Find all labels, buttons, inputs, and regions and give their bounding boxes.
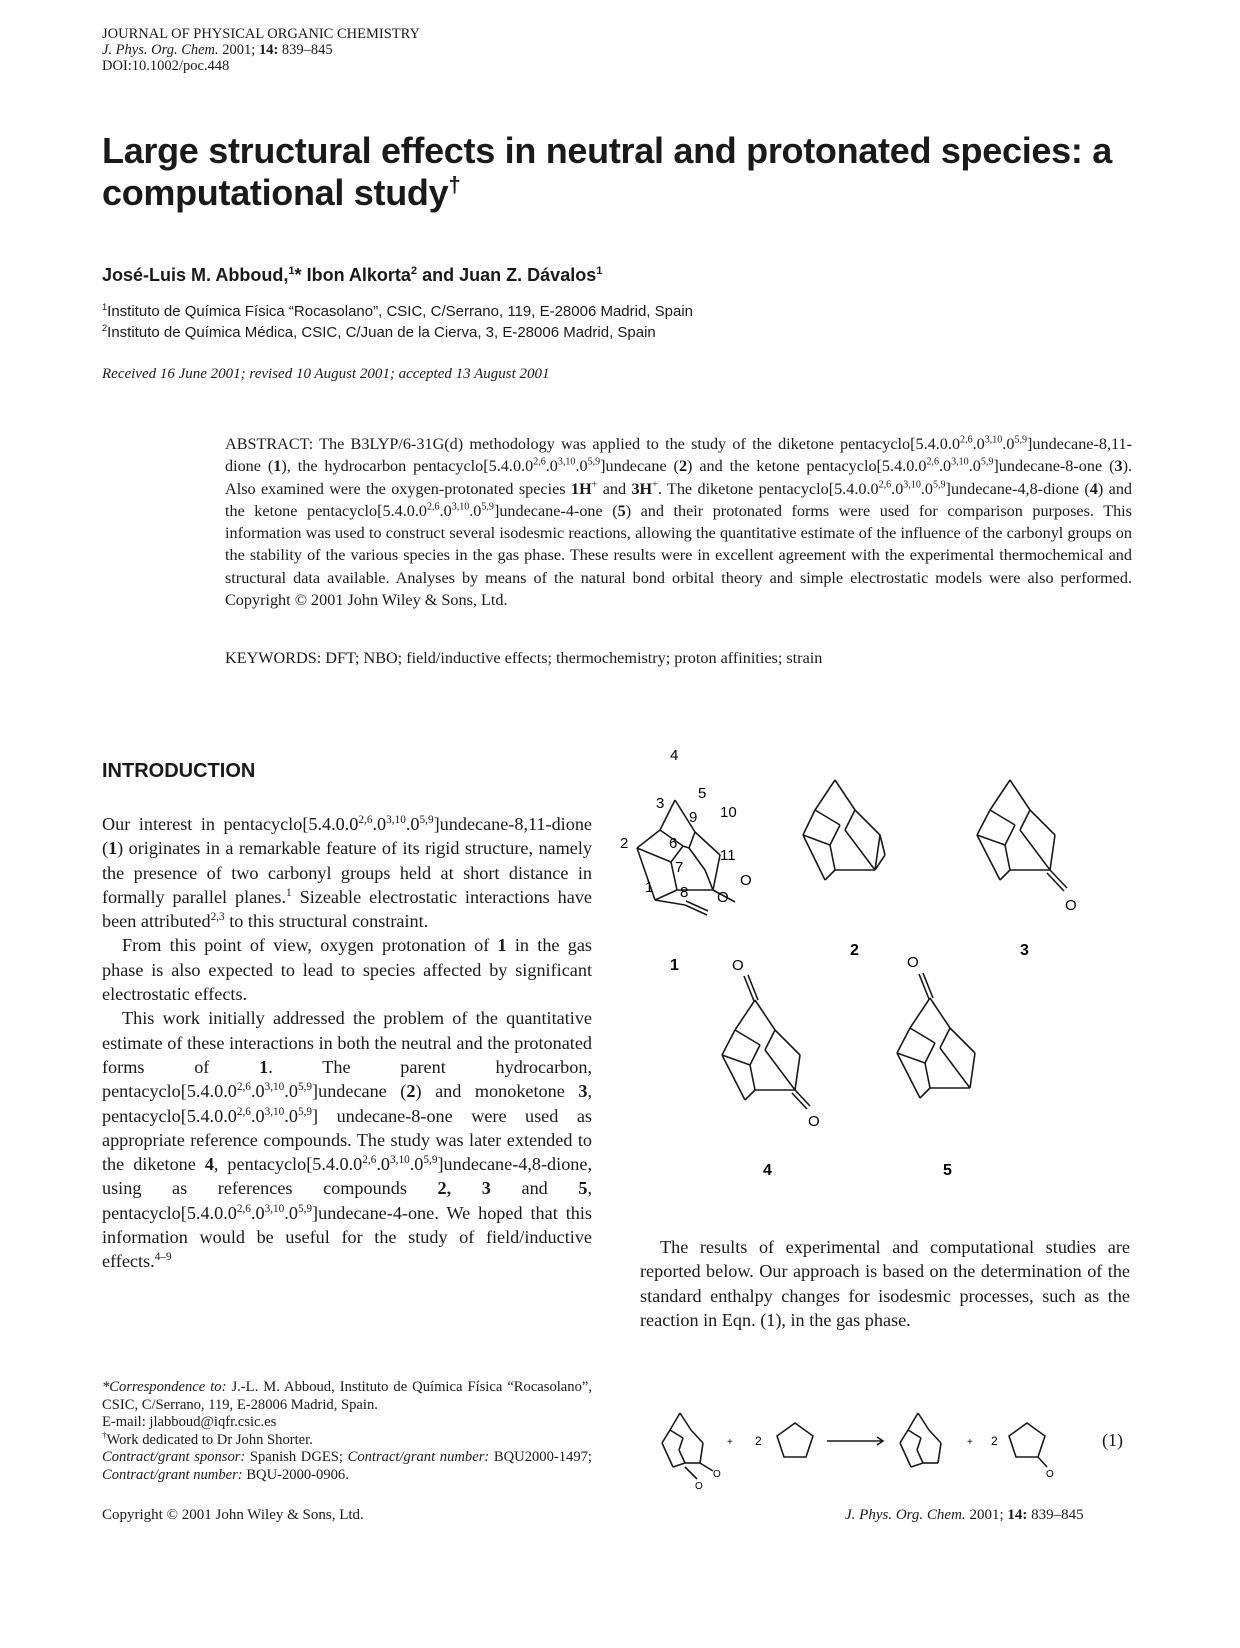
intro-paragraph-2: From this point of view, oxygen protonation of 1 in the gas phase is also expected to lead to species affected by significant electrostatic effects.	[102, 935, 592, 1005]
oxygen-label-5: O	[907, 954, 919, 971]
atom-label-5: 5	[698, 785, 707, 802]
intro-paragraph-3: This work initially addressed the problem of the quantitative estimate of these interactions in both the neutral and the protonated forms of 1. The parent hydrocarbon, pentacyclo[5.4.0.0$^{2,6}$.0$^{3,10}$.0$^{5,9}$]undecane (2) and monoketone 3, pentacyclo[5.4.0.0$^{2,6}$.0$^{3,10}$.0$^{5,9}$] undecane-8-one were used as appropriate reference compounds. The study was later extended to the diketone 4, pentacyclo[5.4.0.0$^{2,6}$.0$^{3,10}$.0$^{5,9}$]undecane-4,8-dione, using as references compounds 2, 3 and 5, pentacyclo[5.4.0.0$^{2,6}$.0$^{3,10}$.0$^{5,9}$]undecane-4-one. We hoped that this information would be useful for the study of field/inductive effects.$^{4-9}$	[102, 1008, 592, 1272]
product-hydrocarbon	[900, 1413, 941, 1467]
journal-name: JOURNAL OF PHYSICAL ORGANIC CHEMISTRY	[102, 26, 420, 42]
oxygen-label-4b: O	[808, 1113, 820, 1130]
oxygen-label-1b: O	[717, 889, 729, 906]
equation-number: (1)	[1102, 1430, 1123, 1450]
oxygen-label-3: O	[1065, 897, 1077, 914]
atom-label-2: 2	[620, 835, 629, 852]
compound-structures-figure	[620, 747, 1135, 1180]
eqn-plus-2: +	[967, 1437, 973, 1448]
compound-label-4: 4	[763, 1162, 772, 1179]
correspondence-note: *Correspondence to: J.-L. M. Abboud, Instituto de Química Física “Rocasolano”, CSIC, C/Serrano, 119, E-28006 Madrid, Spain.	[102, 1379, 593, 1413]
eqn-plus-1: +	[727, 1437, 733, 1448]
footnotes	[102, 1379, 592, 1484]
section-heading-introduction: INTRODUCTION	[102, 760, 256, 782]
cyclopentanone-ring	[1009, 1423, 1045, 1457]
oxygen-label-1a: O	[740, 872, 752, 889]
email-note: E-mail: jlabboud@iqfr.csic.es	[102, 1414, 277, 1430]
compound-label-1: 1	[670, 957, 679, 974]
grant-note: Contract/grant sponsor: Spanish DGES; Contract/grant number: BQU2000-1497; Contract/grant number: BQU-2000-0906.	[102, 1449, 592, 1483]
eqn-oxygen-3: O	[1046, 1469, 1054, 1480]
eqn-oxygen-1: O	[713, 1469, 721, 1480]
atom-label-3: 3	[656, 795, 665, 812]
eqn-oxygen-2: O	[695, 1481, 703, 1492]
structure-compound-4	[722, 975, 810, 1109]
reaction-scheme-eqn-1	[655, 1405, 1095, 1490]
structure-compound-2	[803, 780, 885, 880]
journal-citation: J. Phys. Org. Chem. 2001; 14: 839–845	[102, 42, 333, 58]
abstract: ABSTRACT: The B3LYP/6-31G(d) methodology was applied to the study of the diketone pentacyclo[5.4.0.0$^{2,6}$.0$^{3,10}$.0$^{5,9}$]undecane-8,11-dione (1), the hydrocarbon pentacyclo[5.4.0.0$^{2,6}$.0$^{3,10}$.0$^{5,9}$]undecane (2) and the ketone pentacyclo[5.4.0.0$^{2,6}$.0$^{3,10}$.0$^{5,9}$]undecane-8-one (3). Also examined were the oxygen-protonated species 1H+ and 3H+. The diketone pentacyclo[5.4.0.0$^{2,6}$.0$^{3,10}$.0$^{5,9}$]undecane-4,8-dione (4) and the ketone pentacyclo[5.4.0.0$^{2,6}$.0$^{3,10}$.0$^{5,9}$]undecane-4-one (5) and their protonated forms were used for comparison purposes. This information was used to construct several isodesmic reactions, allowing the quantitative estimate of the influence of the carbonyl groups on the stability of the various species in the gas phase. These results were in excellent agreement with the experimental thermochemical and structural data available. Analyses by means of the natural bond orbital theory and simple electrostatic models were also performed. Copyright © 2001 John Wiley & Sons, Ltd.	[225, 434, 1133, 610]
atom-label-1: 1	[645, 879, 654, 896]
eqn-coefficient-2: 2	[991, 1434, 998, 1448]
atom-label-7: 7	[675, 859, 684, 876]
compound-label-3: 3	[1020, 942, 1029, 959]
cyclopentanone-carbonyl	[1038, 1457, 1047, 1467]
doi: DOI:10.1002/poc.448	[102, 58, 230, 74]
intro-paragraph-1: Our interest in pentacyclo[5.4.0.0$^{2,6}$.0$^{3,10}$.0$^{5,9}$]undecane-8,11-dione (1) originates in a remarkable feature of its rigid structure, namely the presence of two carbonyl groups held at short distance in formally parallel planes.$^1$ Sizeable electrostatic interactions have been attributed$^{2,3}$ to this structural constraint.	[102, 813, 592, 932]
atom-label-4: 4	[670, 747, 679, 764]
atom-label-10: 10	[720, 804, 737, 821]
structure-compound-3	[977, 780, 1067, 891]
affiliations	[102, 301, 693, 343]
atom-label-8: 8	[680, 884, 689, 901]
dedication-note: †Work dedicated to Dr John Shorter.	[102, 1429, 313, 1448]
structure-compound-5	[897, 973, 975, 1098]
received-dates: Received 16 June 2001; revised 10 August 2001; accepted 13 August 2001	[102, 366, 550, 382]
author-list: José-Luis M. Abboud,$^1$* Ibon Alkorta$^2$ and Juan Z. Dávalos$^1$	[102, 265, 603, 285]
atom-label-6: 6	[669, 835, 678, 852]
compound-label-2: 2	[850, 942, 859, 959]
right-column-paragraph: The results of experimental and computational studies are reported below. Our approach is based on the determination of the standard enthalpy changes for isodesmic processes, such as the reaction in Eqn. (1), in the gas phase.	[640, 1237, 1130, 1330]
paper-title: Large structural effects in neutral and protonated species: a computational study†	[102, 130, 1112, 213]
introduction-body	[102, 812, 592, 1274]
compound-label-5: 5	[943, 1162, 952, 1179]
keywords: KEYWORDS: DFT; NBO; field/inductive effects; thermochemistry; proton affinities; strain	[225, 649, 823, 667]
affiliation-1: $^1$Instituto de Química Física “Rocasolano”, CSIC, C/Serrano, 119, E-28006 Madrid, Spain	[102, 302, 693, 320]
atom-label-9: 9	[689, 809, 698, 826]
journal-header	[102, 26, 420, 74]
atom-label-11: 11	[720, 847, 736, 864]
cyclopentane-ring	[777, 1423, 813, 1457]
footer-citation: J. Phys. Org. Chem. 2001; 14: 839–845	[845, 1507, 1084, 1523]
footer-copyright: Copyright © 2001 John Wiley & Sons, Ltd.	[102, 1507, 364, 1523]
reactant-diketone	[662, 1413, 713, 1479]
eqn-coefficient-1: 2	[755, 1434, 762, 1448]
oxygen-label-4a: O	[732, 957, 744, 974]
affiliation-2: $^2$Instituto de Química Médica, CSIC, C/Juan de la Cierva, 3, E-28006 Madrid, Spain	[102, 323, 656, 341]
